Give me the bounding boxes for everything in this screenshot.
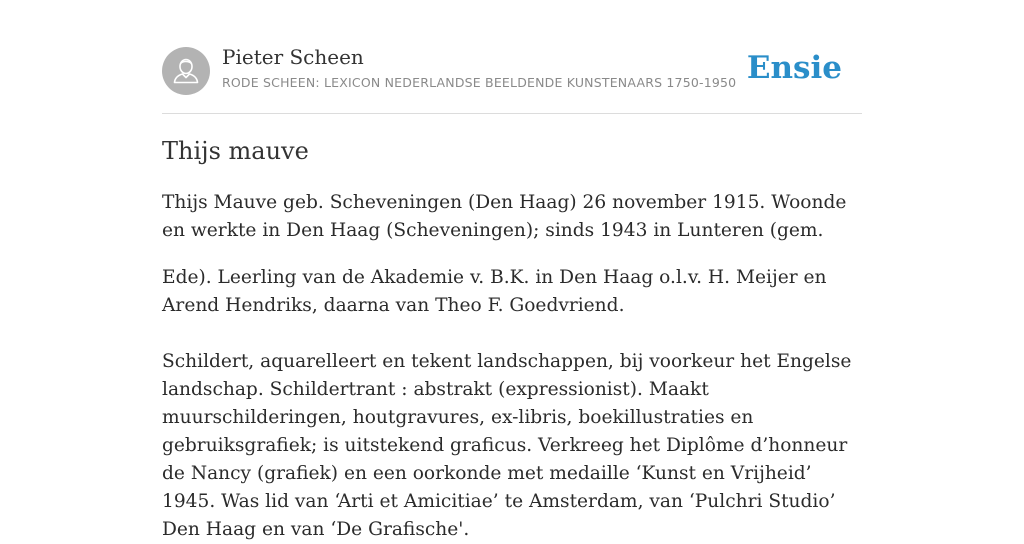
article-paragraph: Thijs Mauve geb. Scheveningen (Den Haag) 26 november 1915. Woonde en werkte in Den Haag (Scheveningen); sinds 1943 in Lunteren (gem. — [162, 192, 847, 241]
author-avatar[interactable] — [162, 47, 210, 95]
article-header — [162, 0, 862, 114]
user-silhouette-icon — [162, 47, 210, 95]
source-title[interactable]: RODE SCHEEN: LEXICON NEDERLANDSE BEELDENDE KUNSTENAARS 1750-1950 — [222, 75, 737, 90]
author-name[interactable]: Pieter Scheen — [222, 45, 364, 69]
article-paragraph: Ede). Leerling van de Akademie v. B.K. in Den Haag o.l.v. H. Meijer en Arend Hendriks, daarna van Theo F. Goedvriend. — [162, 267, 827, 316]
article-title: Thijs mauve — [162, 137, 309, 165]
brand-logo[interactable]: Ensie — [746, 50, 842, 86]
article-paragraph: Schildert, aquarelleert en tekent landschappen, bij voorkeur het Engelse landschap. Schildertrant : abstrakt (expressionist). Maakt muurschilderingen, houtgravures, ex-libris, boekillustraties en gebruiksgrafiek; is uitstekend graficus. Verkreeg het Diplôme d’honneur de Nancy (grafiek) en een oorkonde met medaille ‘Kunst en Vrijheid’ 1945. Was lid van ‘Arti et Amicitiae’ te Amsterdam, van ‘Pulchri Studio’ Den Haag en van ‘De Grafische'. — [162, 351, 852, 540]
article-page — [162, 0, 862, 540]
